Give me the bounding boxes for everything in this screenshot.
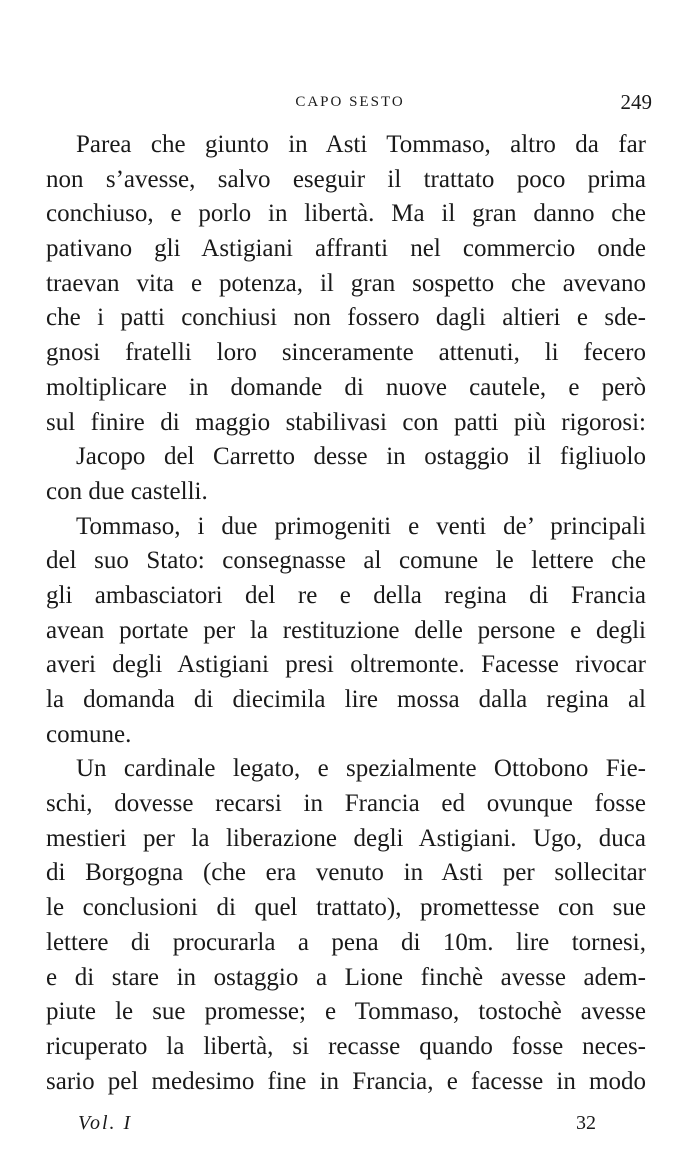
text-line: moltiplicare in domande di nuove cautele, e però	[46, 373, 646, 401]
signature-mark: 32	[576, 1112, 596, 1134]
page-number: 249	[620, 90, 652, 114]
text-line: ricuperato la libertà, si recasse quando fosse neces-	[46, 1032, 646, 1060]
running-title: CAPO SESTO	[295, 94, 405, 110]
text-line: che i patti conchiusi non fossero dagli altieri e sde-	[46, 304, 646, 332]
text-line: di Borgogna (che era venuto in Asti per sollecitar	[46, 859, 646, 887]
text-line: avean portate per la restituzione delle persone e degli	[46, 616, 646, 644]
text-line: le conclusioni di quel trattato), promettesse con sue	[46, 894, 646, 922]
text-line: lettere di procurarla a pena di 10m. lire tornesi,	[46, 928, 646, 956]
text-line: comune.	[46, 720, 132, 748]
text-line: e di stare in ostaggio a Lione finchè avesse adem-	[46, 963, 646, 991]
text-line: mestieri per la liberazione degli Astigiani. Ugo, duca	[46, 824, 646, 852]
text-line: gnosi fratelli loro sinceramente attenuti, li fecero	[46, 339, 646, 367]
text-line: del suo Stato: consegnasse al comune le lettere che	[46, 547, 646, 575]
text-line: averi degli Astigiani presi oltremonte. Facesse rivocar	[46, 651, 646, 679]
text-line: la domanda di diecimila lire mossa dalla regina al	[46, 686, 646, 713]
text-line: Tommaso, i due primogeniti e venti de’ principali	[76, 512, 646, 540]
body-text	[46, 128, 646, 1099]
text-line: traevan vita e potenza, il gran sospetto che avevano	[46, 269, 646, 297]
text-line: non s’avesse, salvo eseguir il trattato poco prima	[46, 165, 646, 193]
text-line: piute le sue promesse; e Tommaso, tostochè avesse	[46, 998, 646, 1026]
text-line: conchiuso, e porlo in libertà. Ma il gran danno che	[46, 200, 646, 228]
text-line: Parea che giunto in Asti Tommaso, altro da far	[76, 131, 646, 158]
text-line: Un cardinale legato, e spezialmente Ottobono Fie-	[76, 755, 646, 783]
running-head	[0, 92, 700, 116]
page-footer	[0, 1112, 700, 1138]
text-line: pativano gli Astigiani affranti nel commercio onde	[46, 235, 646, 263]
text-line: gli ambasciatori del re e della regina di Francia	[46, 581, 646, 609]
volume-mark: Vol. I	[78, 1112, 133, 1134]
text-line: schi, dovesse recarsi in Francia ed ovunque fosse	[46, 790, 646, 818]
text-line: sario pel medesimo fine in Francia, e facesse in modo	[46, 1067, 646, 1095]
text-line: con due castelli.	[46, 477, 208, 505]
text-line: Jacopo del Carretto desse in ostaggio il figliuolo	[76, 443, 646, 471]
text-line: sul finire di maggio stabilivasi con patti più rigorosi:	[46, 408, 646, 436]
